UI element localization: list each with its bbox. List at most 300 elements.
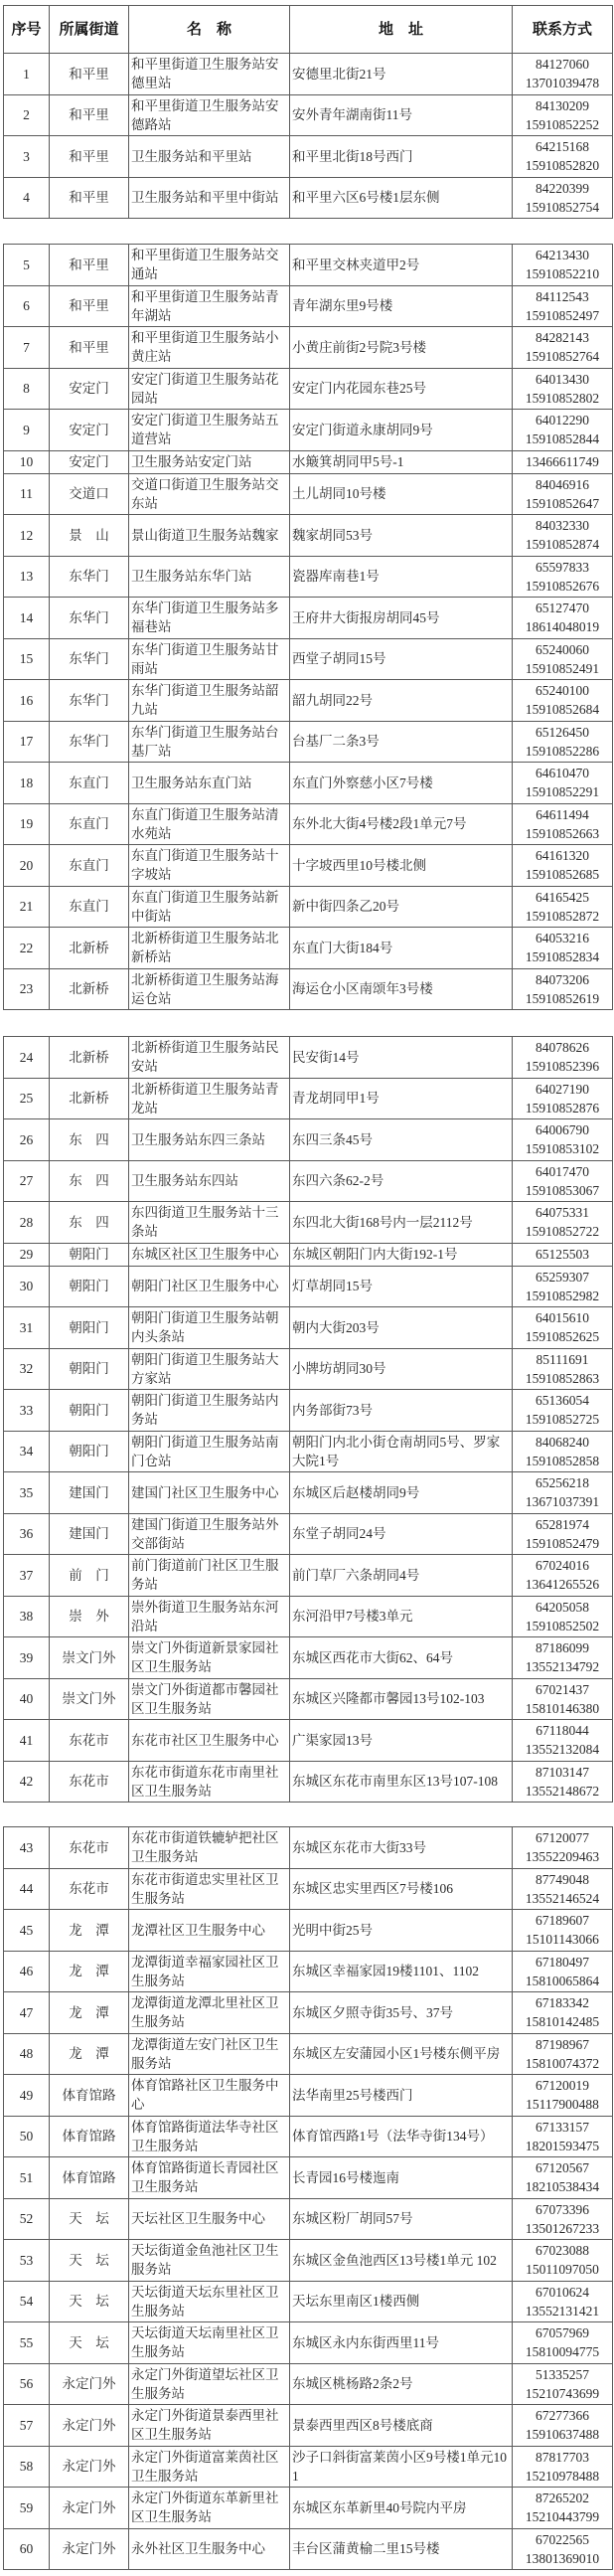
street-cell: 安定门: [50, 410, 129, 451]
contact-cell: [513, 2075, 613, 2117]
name-cell: [129, 1827, 290, 1869]
name-cell: [129, 845, 290, 887]
contact-cell: [513, 2282, 613, 2323]
station-name: 朝阳门街道卫生服务站朝内头条站: [131, 1310, 279, 1345]
phone-number-secondary: 15910637488: [525, 2427, 600, 2443]
phone-number: 64053216: [536, 931, 589, 946]
contact-cell: [513, 2322, 613, 2364]
phone-number: 87198967: [536, 2036, 589, 2052]
station-address: 海运仓小区南颂年3号楼: [292, 981, 433, 997]
phone-number-secondary: 15910852876: [525, 1100, 600, 1116]
phone-number-secondary: 15117900488: [526, 2097, 599, 2113]
address-cell: [290, 1910, 513, 1952]
station-name: 卫生服务站和平里中街站: [131, 190, 279, 206]
station-address: 东城区夕照寺街35号、37号: [292, 2004, 453, 2020]
table-row: [4, 887, 613, 929]
address-cell: [290, 887, 513, 929]
station-address: 东城区金鱼池西区13号楼1单元 102: [292, 2252, 497, 2268]
station-name: 和平里街道卫生服务站安德里站: [131, 57, 279, 91]
table-row: [4, 1244, 613, 1267]
name-cell: [129, 1555, 290, 1597]
table-row: [4, 410, 613, 451]
seq-cell: 44: [4, 1869, 50, 1911]
name-cell: [129, 2034, 290, 2076]
contact-cell: [513, 1827, 613, 1869]
seq-cell: 16: [4, 680, 50, 722]
address-cell: [290, 639, 513, 681]
phone-number-secondary: 15910852663: [525, 825, 600, 841]
seq-cell: 25: [4, 1079, 50, 1120]
street-cell: 和平里: [50, 136, 129, 178]
street-cell: 天 坛: [50, 2199, 129, 2241]
table-row: [4, 1637, 613, 1679]
street-cell: 和平里: [50, 286, 129, 328]
station-name: 卫生服务站东四站: [131, 1173, 238, 1189]
station-address: 东城区后赵楼胡同9号: [292, 1484, 420, 1500]
phone-number-secondary: 13552146524: [525, 1890, 600, 1906]
station-address: 十字坡西里10号楼北侧: [292, 857, 426, 873]
table-row: [4, 2364, 613, 2406]
phone-number-secondary: 13552209463: [525, 1849, 600, 1865]
address-cell: [290, 245, 513, 286]
table-row: [4, 2034, 613, 2076]
name-cell: [129, 1390, 290, 1432]
address-cell: [290, 1952, 513, 1993]
contact-cell: [513, 1119, 613, 1161]
seq-cell: 54: [4, 2282, 50, 2323]
name-cell: [129, 1119, 290, 1161]
name-cell: [129, 928, 290, 969]
station-address: 东直门大街184号: [292, 940, 393, 955]
contact-cell: [513, 515, 613, 557]
address-cell: [290, 95, 513, 137]
phone-number: 87103147: [536, 1764, 589, 1780]
table-block-4: [3, 1826, 613, 2570]
seq-cell: 17: [4, 722, 50, 764]
table-row: [4, 1390, 613, 1432]
contact-cell: [513, 95, 613, 137]
street-cell: 前 门: [50, 1555, 129, 1597]
address-cell: [290, 598, 513, 639]
contact-cell: [513, 2488, 613, 2529]
station-name: 安定门街道卫生服务站花园站: [131, 371, 279, 406]
street-cell: 景 山: [50, 515, 129, 557]
name-cell: [129, 1037, 290, 1079]
phone-number-secondary: 15910852863: [525, 1370, 600, 1386]
seq-cell: 28: [4, 1202, 50, 1244]
station-name: 龙潭社区卫生服务中心: [131, 1922, 265, 1938]
station-name: 东四街道卫生服务站十三条站: [131, 1205, 279, 1240]
name-cell: [129, 639, 290, 681]
seq-cell: 2: [4, 95, 50, 137]
station-name: 崇外街道卫生服务站东河沿站: [131, 1599, 279, 1633]
phone-number: 85111691: [536, 1351, 589, 1367]
station-address: 水簸箕胡同甲5号-1: [292, 454, 404, 469]
table-row: [4, 1472, 613, 1514]
station-name: 和平里街道卫生服务站交通站: [131, 248, 279, 282]
phone-number: 64213430: [536, 248, 589, 263]
station-name: 体育馆路街道长青园社区卫生服务站: [131, 2160, 279, 2195]
phone-number-secondary: 15210443799: [525, 2509, 600, 2525]
phone-number: 67023088: [536, 2243, 589, 2259]
station-address: 东城区东革新里40号院内平房: [292, 2499, 467, 2515]
name-cell: [129, 557, 290, 599]
seq-cell: 21: [4, 887, 50, 929]
station-address: 景泰西里西区8号楼底商: [292, 2417, 433, 2433]
phone-number-secondary: 15210743699: [525, 2385, 600, 2401]
table-row: [4, 1079, 613, 1120]
phone-number-secondary: 15910852396: [525, 1059, 600, 1075]
station-address: 安定门街道永康胡同9号: [292, 422, 433, 437]
station-name: 东华门街道卫生服务站多福巷站: [131, 601, 279, 635]
contact-cell: [513, 2034, 613, 2076]
station-name: 体育馆路街道法华寺社区卫生服务站: [131, 2119, 279, 2153]
name-cell: [129, 474, 290, 516]
street-cell: 朝阳门: [50, 1349, 129, 1391]
station-address: 东城区东花市大街33号: [292, 1839, 426, 1855]
table-row: [4, 1037, 613, 1079]
seq-cell: 40: [4, 1679, 50, 1721]
station-address: 新中街四条乙20号: [292, 899, 399, 915]
address-cell: [290, 1079, 513, 1120]
seq-cell: 19: [4, 804, 50, 846]
address-cell: [290, 804, 513, 846]
phone-number: 65597833: [536, 559, 589, 575]
contact-cell: [513, 887, 613, 929]
address-cell: [290, 557, 513, 599]
seq-cell: 37: [4, 1555, 50, 1597]
table-row: [4, 1514, 613, 1556]
contact-cell: [513, 1079, 613, 1120]
name-cell: [129, 2488, 290, 2529]
seq-cell: 22: [4, 928, 50, 969]
phone-number: 64013430: [536, 371, 589, 387]
station-address: 天坛东里南区1楼西侧: [292, 2294, 420, 2310]
address-cell: [290, 1637, 513, 1679]
address-cell: [290, 474, 513, 516]
station-address: 法华南里25号楼西门: [292, 2087, 413, 2103]
phone-number-secondary: 15910852676: [525, 578, 600, 594]
name-cell: [129, 1637, 290, 1679]
phone-number: 51335257: [536, 2366, 589, 2382]
table-row: [4, 1432, 613, 1473]
street-cell: 永定门外: [50, 2405, 129, 2447]
seq-cell: 11: [4, 474, 50, 516]
station-name: 永定门外街道望坛社区卫生服务站: [131, 2366, 279, 2401]
name-cell: [129, 2199, 290, 2241]
phone-number-secondary: 15910852725: [525, 1412, 600, 1428]
contact-cell: [513, 1244, 613, 1267]
contact-cell: [513, 598, 613, 639]
phone-number: 87265202: [536, 2490, 589, 2506]
phone-number: 65136054: [536, 1393, 589, 1409]
table-block-1: [3, 5, 613, 219]
phone-number: 67277366: [536, 2408, 589, 2424]
seq-cell: 29: [4, 1244, 50, 1267]
seq-cell: 50: [4, 2117, 50, 2158]
station-address: 台基厂二条3号: [292, 734, 380, 750]
address-cell: [290, 1307, 513, 1349]
contact-cell: [513, 557, 613, 599]
address-cell: [290, 722, 513, 764]
street-cell: 和平里: [50, 245, 129, 286]
address-cell: [290, 845, 513, 887]
name-cell: [129, 1079, 290, 1120]
street-cell: 东花市: [50, 1869, 129, 1911]
table-body: [4, 1037, 613, 1803]
street-cell: 东花市: [50, 1720, 129, 1762]
header-name: 名 称: [129, 6, 290, 54]
contact-cell: [513, 245, 613, 286]
station-address: 内务部街73号: [292, 1402, 373, 1418]
station-name: 建国门社区卫生服务中心: [131, 1484, 279, 1500]
station-name: 永外社区卫生服务中心: [131, 2541, 265, 2557]
seq-cell: 45: [4, 1910, 50, 1952]
contact-cell: [513, 722, 613, 764]
phone-number: 64611494: [536, 806, 589, 822]
station-address: 东城区粉厂胡同57号: [292, 2211, 413, 2227]
station-name: 前门街道前门社区卫生服务站: [131, 1558, 279, 1593]
name-cell: [129, 178, 290, 220]
street-cell: 北新桥: [50, 1037, 129, 1079]
station-name: 卫生服务站东华门站: [131, 569, 252, 585]
name-cell: [129, 245, 290, 286]
name-cell: [129, 1597, 290, 1638]
station-address: 王府井大街报房胡同45号: [292, 609, 440, 625]
phone-number-secondary: 15910852858: [525, 1453, 600, 1468]
table-row: [4, 2240, 613, 2282]
street-cell: 天 坛: [50, 2322, 129, 2364]
table-body: [4, 54, 613, 219]
name-cell: [129, 2447, 290, 2489]
street-cell: 东直门: [50, 804, 129, 846]
phone-number: 64205058: [536, 1599, 589, 1615]
street-cell: 北新桥: [50, 928, 129, 969]
address-cell: [290, 1992, 513, 2034]
station-address: 韶九胡同22号: [292, 692, 373, 708]
station-address: 东四北大街168号内一层2112号: [292, 1214, 473, 1230]
table-row: [4, 327, 613, 369]
table-row: [4, 1869, 613, 1911]
seq-cell: 41: [4, 1720, 50, 1762]
contact-cell: [513, 1202, 613, 1244]
station-address: 朝阳门内北小街仓南胡同5号、罗家大院1号: [292, 1434, 501, 1468]
phone-number: 65125503: [536, 1247, 589, 1262]
street-cell: 建国门: [50, 1472, 129, 1514]
street-cell: 东花市: [50, 1827, 129, 1869]
seq-cell: 12: [4, 515, 50, 557]
station-address: 东直门外察慈小区7号楼: [292, 774, 433, 790]
phone-number-secondary: 15910852820: [525, 158, 600, 174]
contact-cell: [513, 286, 613, 328]
seq-cell: 48: [4, 2034, 50, 2076]
address-cell: [290, 2529, 513, 2571]
station-name: 天坛街道金鱼池社区卫生服务站: [131, 2243, 279, 2278]
phone-number: 84078626: [536, 1040, 589, 1056]
phone-number: 65127470: [536, 601, 589, 616]
seq-cell: 30: [4, 1267, 50, 1308]
station-address: 东城区永内东街西里11号: [292, 2334, 439, 2350]
phone-number-secondary: 15910852502: [525, 1618, 600, 1633]
street-cell: 朝阳门: [50, 1390, 129, 1432]
table-row: [4, 928, 613, 969]
seq-cell: 31: [4, 1307, 50, 1349]
seq-cell: 47: [4, 1992, 50, 2034]
contact-cell: [513, 2405, 613, 2447]
table-body: [4, 245, 613, 1010]
contact-cell: [513, 1637, 613, 1679]
phone-number: 67057969: [536, 2325, 589, 2341]
seq-cell: 15: [4, 639, 50, 681]
station-address: 青年湖东里9号楼: [292, 298, 393, 314]
street-cell: 体育馆路: [50, 2075, 129, 2117]
seq-cell: 8: [4, 369, 50, 411]
seq-cell: 43: [4, 1827, 50, 1869]
contact-cell: [513, 451, 613, 474]
phone-number: 84112543: [536, 288, 589, 304]
street-cell: 永定门外: [50, 2364, 129, 2406]
table-row: [4, 598, 613, 639]
table-block-3: [3, 1036, 613, 1803]
phone-number: 65259307: [536, 1269, 589, 1285]
table-row: [4, 474, 613, 516]
seq-cell: 53: [4, 2240, 50, 2282]
table-row: [4, 515, 613, 557]
station-name: 卫生服务站和平里站: [131, 148, 252, 164]
phone-number: 64006790: [536, 1122, 589, 1138]
phone-number: 84073206: [536, 971, 589, 987]
station-address: 民安街14号: [292, 1049, 360, 1065]
name-cell: [129, 451, 290, 474]
table-row: [4, 2117, 613, 2158]
name-cell: [129, 2240, 290, 2282]
seq-cell: 27: [4, 1161, 50, 1203]
phone-number: 84046916: [536, 476, 589, 492]
name-cell: [129, 2405, 290, 2447]
address-cell: [290, 1762, 513, 1803]
station-address: 东四三条45号: [292, 1131, 373, 1147]
station-name: 建国门街道卫生服务站外交部街站: [131, 1516, 279, 1551]
name-cell: [129, 1244, 290, 1267]
address-cell: [290, 2199, 513, 2241]
table-row: [4, 95, 613, 137]
contact-cell: [513, 680, 613, 722]
contact-cell: [513, 2117, 613, 2158]
station-address: 东河沿甲7号楼3单元: [292, 1609, 413, 1625]
name-cell: [129, 763, 290, 804]
street-cell: 建国门: [50, 1514, 129, 1556]
station-name: 东直门街道卫生服务站十字坡站: [131, 848, 279, 883]
phone-number-secondary: 18614048019: [525, 619, 600, 635]
phone-number-secondary: 15910852647: [525, 495, 600, 511]
station-name: 东花市街道东花市南里社区卫生服务站: [131, 1764, 279, 1799]
street-cell: 东 四: [50, 1202, 129, 1244]
phone-number-secondary: 15910852844: [525, 431, 600, 447]
phone-number: 84130209: [536, 97, 589, 113]
station-address: 长青园16号楼迤南: [292, 2169, 399, 2185]
street-cell: 东 四: [50, 1119, 129, 1161]
street-cell: 东华门: [50, 557, 129, 599]
table-row: [4, 2157, 613, 2199]
station-name: 和平里街道卫生服务站安德路站: [131, 97, 279, 132]
table-row: [4, 2075, 613, 2117]
table-row: [4, 845, 613, 887]
contact-cell: [513, 1161, 613, 1203]
table-row: [4, 1267, 613, 1308]
station-name: 东直门街道卫生服务站清水苑站: [131, 806, 279, 841]
street-cell: 朝阳门: [50, 1267, 129, 1308]
station-address: 丰台区蒲黄榆二里15号楼: [292, 2541, 440, 2557]
street-cell: 安定门: [50, 369, 129, 411]
phone-number-secondary: 18201593475: [525, 2138, 600, 2153]
address-cell: [290, 1037, 513, 1079]
address-cell: [290, 680, 513, 722]
phone-number-secondary: 15910852802: [525, 390, 600, 406]
seq-cell: 4: [4, 178, 50, 220]
address-cell: [290, 1555, 513, 1597]
street-cell: 安定门: [50, 451, 129, 474]
station-address: 光明中街25号: [292, 1922, 373, 1938]
seq-cell: 14: [4, 598, 50, 639]
street-cell: 朝阳门: [50, 1432, 129, 1473]
table-row: [4, 722, 613, 764]
table-body: [4, 1827, 613, 2570]
station-address: 瓷器库南巷1号: [292, 569, 380, 585]
address-cell: [290, 969, 513, 1011]
street-cell: 东直门: [50, 845, 129, 887]
table-row: [4, 2322, 613, 2364]
station-name: 交道口街道卫生服务站交东站: [131, 476, 279, 511]
address-cell: [290, 1597, 513, 1638]
station-name: 东花市社区卫生服务中心: [131, 1732, 279, 1748]
street-cell: 龙 潭: [50, 1910, 129, 1952]
street-cell: 朝阳门: [50, 1244, 129, 1267]
phone-number: 13466611749: [526, 454, 599, 469]
phone-number-secondary: 13552132084: [525, 1742, 600, 1758]
table-row: [4, 178, 613, 220]
seq-cell: 51: [4, 2157, 50, 2199]
station-address: 小牌坊胡同30号: [292, 1361, 386, 1377]
contact-cell: [513, 1349, 613, 1391]
street-cell: 东华门: [50, 598, 129, 639]
address-cell: [290, 2282, 513, 2323]
table-row: [4, 2488, 613, 2529]
header-seq: 序号: [4, 6, 50, 54]
table-row: [4, 969, 613, 1011]
address-cell: [290, 1432, 513, 1473]
name-cell: [129, 1307, 290, 1349]
street-cell: 和平里: [50, 327, 129, 369]
contact-cell: [513, 969, 613, 1011]
contact-cell: [513, 763, 613, 804]
station-name: 北新桥街道卫生服务站北新桥站: [131, 931, 279, 965]
station-name: 天坛街道天坛东里社区卫生服务站: [131, 2284, 279, 2318]
contact-cell: [513, 2447, 613, 2489]
seq-cell: 36: [4, 1514, 50, 1556]
table-header-row: [4, 6, 613, 54]
seq-cell: 46: [4, 1952, 50, 1993]
address-cell: [290, 2488, 513, 2529]
phone-number-secondary: 15101143066: [526, 1932, 599, 1948]
table-row: [4, 451, 613, 474]
station-address: 土儿胡同10号楼: [292, 486, 386, 502]
seq-cell: 20: [4, 845, 50, 887]
table-row: [4, 2282, 613, 2323]
phone-number-secondary: 15910852982: [525, 1288, 600, 1303]
table-row: [4, 54, 613, 95]
contact-cell: [513, 1037, 613, 1079]
table-row: [4, 557, 613, 599]
